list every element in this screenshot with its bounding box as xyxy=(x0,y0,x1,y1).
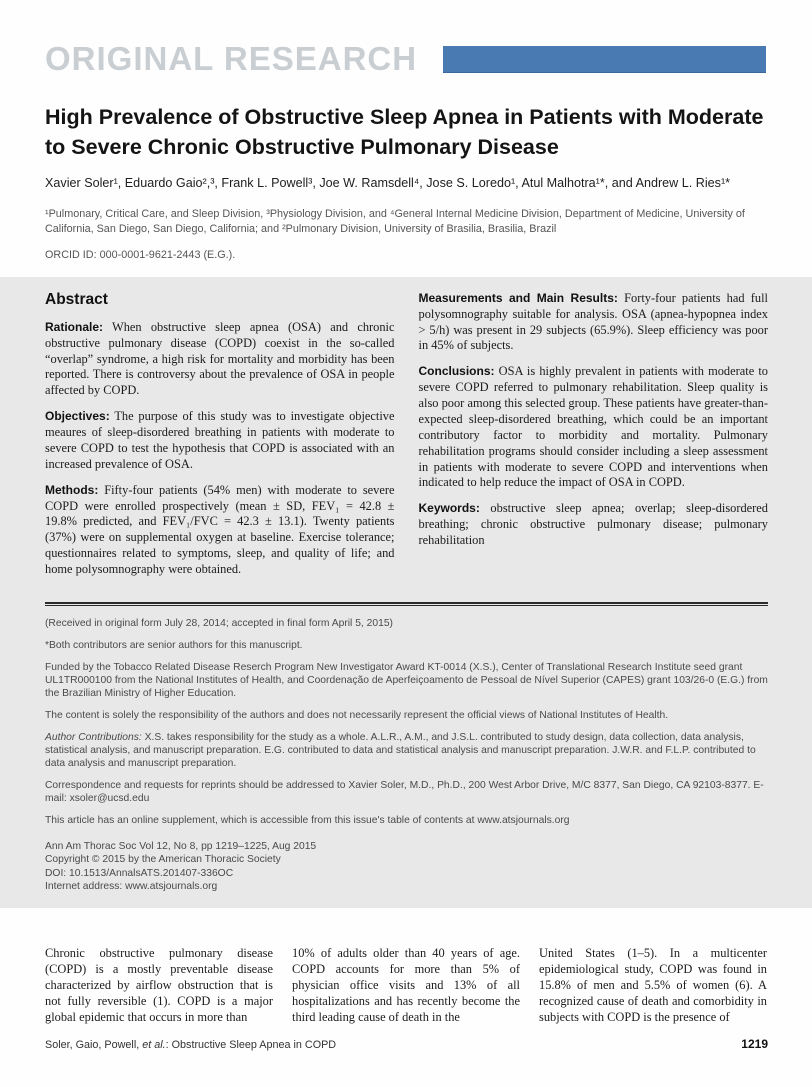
abstract-methods-label: Methods: xyxy=(45,482,99,497)
abstract-heading: Abstract xyxy=(45,290,108,308)
page-header-area xyxy=(0,0,812,261)
footnote-lead-italic: Author Contributions: xyxy=(45,731,145,743)
etal-italic: et al. xyxy=(142,1039,166,1051)
abstract-measurements xyxy=(419,291,769,355)
abstract-rationale-text: When obstructive sleep apnea (OSA) and chronic obstructive pulmonary disease (COPD) coexist in the so-called “overlap” syndrome, a high risk for mortality and morbidity has been reported. There is controversy about the prevalence of OSA in people affected by COPD. xyxy=(45,319,395,398)
footnote: (Received in original form July 28, 2014; accepted in final form April 5, 2015) xyxy=(45,617,393,629)
abstract-objectives-label: Objectives: xyxy=(45,409,110,424)
author-list: Xavier Soler¹, Eduardo Gaio²,³, Frank L. Powell³, Joe W. Ramsdell⁴, Jose S. Loredo¹, Atul Malhotra¹*, and Andrew L. Ries¹* xyxy=(45,176,731,191)
abstract-methods xyxy=(45,483,395,578)
page-number: 1219 xyxy=(741,1037,768,1051)
abstract-conclusions-label: Conclusions: xyxy=(418,364,495,379)
footnote: *Both contributors are senior authors for this manuscript. xyxy=(45,639,303,651)
abstract-right-column xyxy=(419,291,769,588)
footnotes-block xyxy=(45,618,768,828)
abstract-columns xyxy=(45,291,768,588)
introduction-column: United States (1–5). In a multicenter epidemiological study, COPD was found in 15.8% of men and 5.5% of women (6). A recognized cause of death and comorbidity in subjects with COPD is the presence of xyxy=(539,945,767,1025)
double-rule-divider xyxy=(45,602,768,606)
citation-line: Internet address: www.atsjournals.org xyxy=(45,881,218,893)
page-footer xyxy=(45,1037,768,1051)
affiliations: ¹Pulmonary, Critical Care, and Sleep Division, ³Physiology Division, and ⁴General Internal Medicine Division, Department of Medicine, University of California, San Diego, San Diego, California; and ²Pulmonary Division, University of Brasilia, Brasilia, Brazil xyxy=(45,208,745,235)
citation-line: DOI: 10.1513/AnnalsATS.201407-336OC xyxy=(45,867,234,879)
header-accent-bar xyxy=(443,46,766,73)
abstract-conclusions-text: OSA is highly prevalent in patients with moderate to severe COPD referred to pulmonary rehabilitation. Sleep quality is also poor among this selected group. These patients have greater-than-expected sleep-disordered breathing, which could be an important contributory factor to morbidity and mortality. Pulmonary rehabilitation programs should consider including a sleep assessment in patients with moderate to severe COPD and interventions when indicated to help reduce the impact of OSA in COPD. xyxy=(418,364,768,490)
abstract-methods-text: Fifty-four patients (54% men) with moderate to severe COPD were enrolled prospectively (mean ± SD, FEV₁ = 42.8 ± 19.8% predicted, and FEV₁/FVC = 42.3 ± 13.1). Twenty patients (37%) were on supplemental oxygen at baseline. Exercise tolerance; questionnaires related to symptoms, sleep, and quality of life; and home polysomnography were obtained. xyxy=(45,482,395,577)
footnote: The content is solely the responsibility of the authors and does not necessarily represent the official views of National Institutes of Health. xyxy=(45,709,669,721)
introduction-column: Chronic obstructive pulmonary disease (COPD) is a mostly preventable disease characterized by airflow obstruction that is not fully reversible (1). COPD is a major global epidemic that occurs in more than xyxy=(45,945,273,1025)
abstract-measurements-text: Forty-four patients had full polysomnography suitable for analysis. OSA (apnea-hypopnea index > 5/h) was present in 29 subjects (65.9%). Sleep efficiency was poor in 45% of subjects. xyxy=(418,290,768,353)
footnote: This article has an online supplement, which is accessible from this issue's table of contents at www.atsjournals.org xyxy=(45,814,570,826)
abstract-keywords-label: Keywords: xyxy=(418,501,480,516)
section-kicker-row xyxy=(45,40,768,78)
abstract-conclusions xyxy=(419,364,769,491)
running-head: Soler, Gaio, Powell, et al.: Obstructive Sleep Apnea in COPD xyxy=(45,1039,337,1051)
abstract-keywords xyxy=(419,501,769,549)
abstract-objectives-text: The purpose of this study was to investigate objective meaures of sleep-disordered breathing in patients with moderate to severe COPD to test the hypothesis that COPD is associated with an increased prevalence of OSA. xyxy=(45,409,395,471)
citation-line: Copyright © 2015 by the American Thoracic Society xyxy=(45,854,281,866)
abstract-objectives xyxy=(45,409,395,473)
citation-line: Ann Am Thorac Soc Vol 12, No 8, pp 1219–1225, Aug 2015 xyxy=(45,840,317,852)
abstract-left-column xyxy=(45,291,395,588)
abstract-rationale xyxy=(45,320,395,399)
footnote: Correspondence and requests for reprints should be addressed to Xavier Soler, M.D., Ph.D., 200 West Arbor Drive, M/C 8377, San Diego, CA 92103-8377. E-mail: xsoler@ucsd.edu xyxy=(45,779,764,804)
introduction-columns xyxy=(0,908,812,1026)
abstract-measurements-label: Measurements and Main Results: xyxy=(418,290,618,305)
footnote: Funded by the Tobacco Related Disease Reserch Program New Investigator Award KT-0014 (X.S.), Center of Translational Research Institute seed grant UL1TR000100 from the National Institutes of Health, and Coordenação de Aperfeiçoamento de Pessoal de Nível Superior (CAPES) grant 103/26-0 (E.G.) from the Brazilian Ministry of Higher Education. xyxy=(45,661,768,699)
orcid-id: ORCID ID: 000-0001-9621-2443 (E.G.). xyxy=(45,248,236,261)
footnote: Author Contributions: X.S. takes responsibility for the study as a whole. A.L.R., A.M., and J.S.L. contributed to study design, data collection, data analysis, statistical analysis, and manuscript preparation. E.G. contributed to data and statistical analysis and manuscript preparation. J.W.R. and F.L.P. contributed to data analysis and manuscript preparation. xyxy=(45,731,756,769)
abstract-keywords-text: obstructive sleep apnea; overlap; sleep-disordered breathing; chronic obstructive pulmonary disease; pulmonary rehabilitation xyxy=(418,501,768,548)
citation-block xyxy=(45,840,768,894)
abstract-band xyxy=(0,277,812,908)
abstract-rationale-label: Rationale: xyxy=(45,319,104,334)
article-title: High Prevalence of Obstructive Sleep Apnea in Patients with Moderate to Severe Chronic Obstructive Pulmonary Disease xyxy=(45,105,764,160)
section-kicker: ORIGINAL RESEARCH xyxy=(45,40,418,77)
introduction-column: 10% of adults older than 40 years of age. COPD accounts for more than 5% of physician office visits and 13% of all hospitalizations and has recently become the third leading cause of death in the xyxy=(292,945,520,1025)
